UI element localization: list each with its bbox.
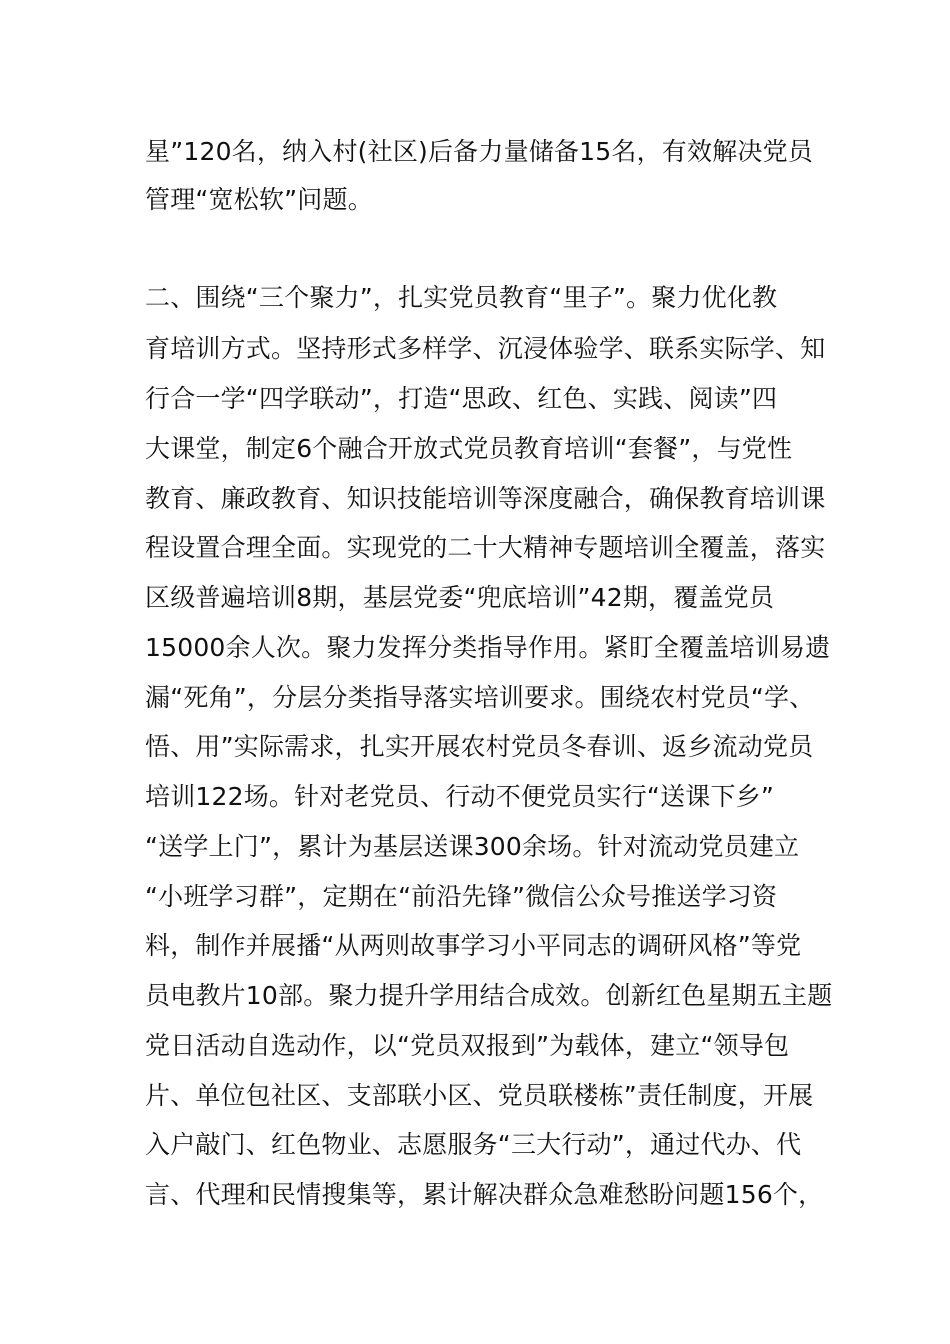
text-line: 员电教片10部。聚力提升学用结合成效。创新红色星期五主题 <box>145 981 833 1010</box>
text-line: 漏“死角”，分层分类指导落实培训要求。围绕农村党员“学、 <box>145 683 815 712</box>
text-line: “小班学习群”，定期在“前沿先锋”微信公众号推送学习资 <box>145 882 778 911</box>
text-line: 管理“宽松软”问题。 <box>145 185 373 214</box>
text-line: 行合一学“四学联动”，打造“思政、红色、实践、阅读”四 <box>145 384 778 413</box>
text-line: 育培训方式。坚持形式多样学、沉浸体验学、联系实际学、知 <box>145 334 826 363</box>
text-line: 片、单位包社区、支部联小区、党员联楼栋”责任制度，开展 <box>145 1081 814 1110</box>
text-line: 程设置合理全面。实现党的二十大精神专题培训全覆盖，落实 <box>145 533 826 562</box>
text-line: 入户敲门、红色物业、志愿服务“三大行动”，通过代办、代 <box>145 1130 802 1159</box>
text-line: 料，制作并展播“从两则故事学习小平同志的调研风格”等党 <box>145 931 802 960</box>
text-line: 教育、廉政教育、知识技能培训等深度融合，确保教育培训课 <box>145 484 826 513</box>
text-line: 悟、用”实际需求，扎实开展农村党员冬春训、返乡流动党员 <box>145 732 814 761</box>
text-line: 党日活动自选动作，以“党员双报到”为载体，建立“领导包 <box>145 1031 790 1060</box>
section-heading-line: 二、围绕“三个聚力”，扎实党员教育“里子”。聚力优化教 <box>145 283 778 312</box>
text-line: 15000余人次。聚力发挥分类指导作用。紧盯全覆盖培训易遗 <box>145 633 831 662</box>
text-line: 言、代理和民情搜集等，累计解决群众急难愁盼问题156个， <box>145 1180 824 1209</box>
text-line: 培训122场。针对老党员、行动不便党员实行“送课下乡” <box>145 782 775 811</box>
text-line: 大课堂，制定6个融合开放式党员教育培训“套餐”，与党性 <box>145 434 793 463</box>
text-line: “送学上门”，累计为基层送课300余场。针对流动党员建立 <box>145 832 800 861</box>
text-line: 星”120名，纳入村(社区)后备力量储备15名，有效解决党员 <box>145 137 813 166</box>
text-line: 区级普遍培训8期，基层党委“兜底培训”42期，覆盖党员 <box>145 583 775 612</box>
